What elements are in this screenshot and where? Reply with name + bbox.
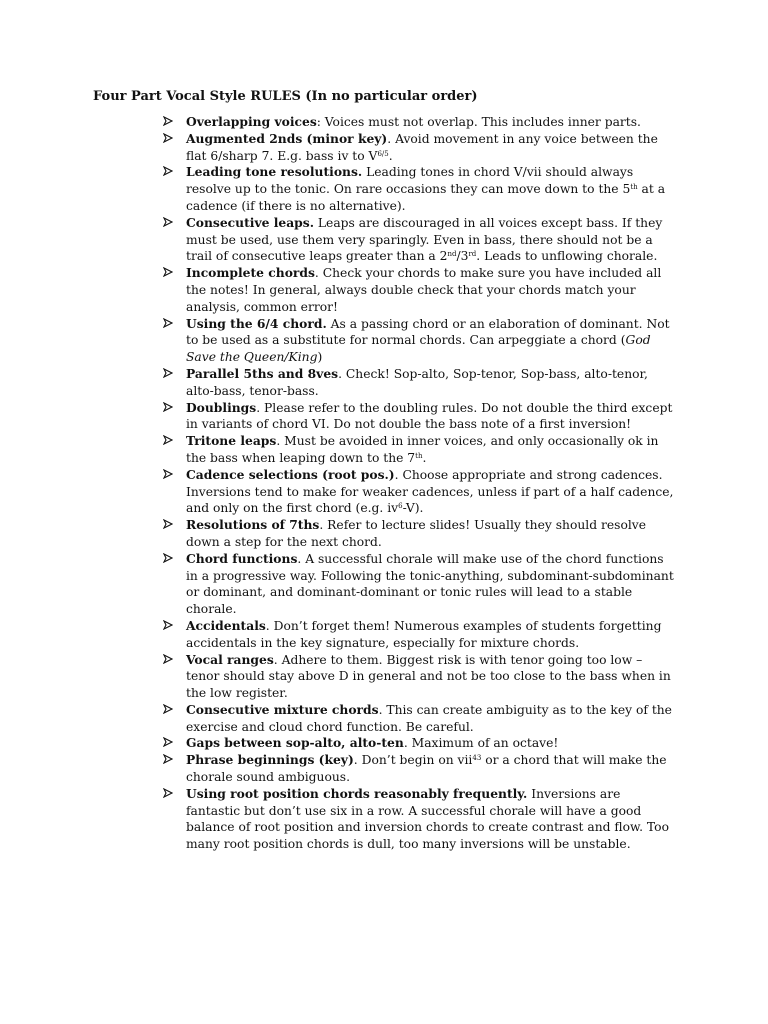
rule-item	[163, 114, 675, 131]
rule-item	[163, 618, 675, 652]
arrow-bullet-icon	[163, 551, 179, 568]
superscript: 6	[398, 502, 403, 511]
arrow-bullet-icon	[163, 786, 179, 803]
superscript: 6/5	[377, 149, 389, 158]
rule-text: Leading tones in chord V/vii should always resolve up to the tonic. On rare occasions they can move down to the 5	[186, 165, 634, 197]
document-title: Four Part Vocal Style RULES (In no particular order)	[93, 89, 478, 104]
rule-text: . Must be avoided in inner voices, and only occasionally ok in the bass when leaping down to the 7	[186, 434, 659, 465]
arrow-bullet-icon	[163, 215, 179, 232]
rule-text: . Please refer to the doubling rules. Do not double the third except in variants of chord VI. Do not double the bass note of a first inversion!	[186, 400, 673, 432]
rule-item	[163, 433, 675, 467]
arrow-bullet-icon	[163, 114, 179, 131]
rule-heading: Tritone leaps	[186, 433, 277, 449]
arrow-bullet-icon	[163, 735, 179, 752]
rule-text: )	[317, 350, 323, 365]
arrow-bullet-icon	[163, 131, 179, 148]
rule-text: . Avoid movement in any voice between the flat 6/sharp 7. E.g. bass iv to V	[186, 131, 658, 163]
rule-text: or a chord that will make the chorale sound ambiguous.	[186, 753, 667, 785]
rule-text: : Voices must not overlap. This includes inner parts.	[316, 115, 641, 129]
rule-heading: Consecutive mixture chords	[186, 701, 379, 717]
rule-item	[163, 366, 675, 400]
rule-text: -V).	[402, 501, 424, 516]
rule-text: . Don’t forget them! Numerous examples of students forgetting accidentals in the key signature, especially for mixture chords.	[186, 618, 662, 650]
rule-text: . This can create ambiguity as to the key of the exercise and cloud chord function. Be careful.	[186, 702, 672, 734]
arrow-bullet-icon	[163, 433, 179, 450]
arrow-bullet-icon	[163, 400, 179, 417]
rule-item	[163, 164, 675, 214]
rule-item	[163, 215, 675, 265]
rule-item	[163, 702, 675, 736]
rule-text: at a cadence (if there is no alternative).	[186, 182, 666, 213]
rule-text: . Leads to unflowing chorale.	[476, 249, 658, 264]
rule-heading: Accidentals	[186, 617, 266, 633]
rule-text: God Save the Queen/King	[186, 333, 651, 365]
rule-text: /3	[456, 249, 469, 264]
rule-item	[163, 265, 675, 315]
rule-text: As a passing chord or an elaboration of dominant. Not to be used as a substitute for normal chords. Can arpeggiate a chord (	[186, 316, 670, 348]
rule-text: .	[388, 148, 393, 163]
rule-text: . Maximum of an octave!	[403, 736, 559, 751]
rule-heading: Augmented 2nds (minor key)	[186, 130, 388, 146]
rule-heading: Doublings	[186, 399, 257, 415]
rule-text: . Don’t begin on vii	[353, 753, 473, 768]
rule-text: . Adhere to them. Biggest risk is with tenor going too low – tenor should stay above D in general and not be too close to the bass when in the low register.	[186, 652, 671, 701]
rule-text: .	[422, 450, 427, 465]
rule-heading: Cadence selections (root pos.)	[186, 466, 395, 482]
superscript: nd	[447, 250, 457, 259]
rule-text: . Check! Sop-alto, Sop-tenor, Sop-bass, alto-tenor, alto-bass, tenor-bass.	[186, 366, 648, 398]
arrow-bullet-icon	[163, 467, 179, 484]
rule-heading: Using the 6/4 chord.	[186, 315, 327, 331]
rule-heading: Incomplete chords	[186, 265, 315, 281]
rule-text: . Refer to lecture slides! Usually they should resolve down a step for the next chord.	[186, 518, 647, 549]
rule-text: . Check your chords to make sure you have included all the notes! In general, always double check that your chords match your analysis, common error!	[186, 266, 662, 314]
rules-list	[163, 114, 675, 853]
rule-heading: Resolutions of 7ths	[186, 517, 320, 533]
rule-item	[163, 316, 675, 366]
rule-heading: Using root position chords reasonably frequently.	[186, 785, 528, 801]
rule-item	[163, 517, 675, 551]
arrow-bullet-icon	[163, 702, 179, 719]
rule-text: . Choose appropriate and strong cadences. Inversions tend to make for weaker cadences, unless if part of a half cadence, and only on the first chord (e.g. iv	[186, 467, 674, 516]
rule-heading: Leading tone resolutions.	[186, 164, 363, 180]
rule-heading: Parallel 5ths and 8ves	[186, 365, 339, 381]
superscript: th	[630, 183, 638, 192]
rule-item	[163, 551, 675, 618]
superscript: th	[415, 451, 423, 460]
arrow-bullet-icon	[163, 618, 179, 635]
rule-heading: Chord functions	[186, 550, 298, 566]
arrow-bullet-icon	[163, 366, 179, 383]
rule-heading: Vocal ranges	[186, 651, 274, 667]
superscript: rd	[468, 250, 477, 259]
rule-item	[163, 752, 675, 786]
rule-text: Leaps are discouraged in all voices except bass. If they must be used, use them very sparingly. Even in bass, there should not be a trail of consecutive leaps greater than a 2	[186, 215, 663, 264]
rule-item	[163, 735, 675, 752]
arrow-bullet-icon	[163, 164, 179, 181]
rule-heading: Gaps between sop-alto, alto-ten	[186, 735, 404, 751]
arrow-bullet-icon	[163, 316, 179, 333]
rule-heading: Overlapping voices	[186, 114, 317, 129]
rule-text: . A successful chorale will make use of the chord functions in a progressive way. Following the tonic-anything, subdominant-subdominant or dominant, and dominant-dominant or tonic rules will lead to a stable chorale.	[186, 551, 674, 617]
arrow-bullet-icon	[163, 752, 179, 769]
arrow-bullet-icon	[163, 517, 179, 534]
rule-item	[163, 131, 675, 165]
superscript: 43	[472, 754, 482, 763]
rule-item	[163, 467, 675, 517]
arrow-bullet-icon	[163, 265, 179, 282]
rule-text: Inversions are fantastic but don’t use six in a row. A successful chorale will have a good balance of root position and inversion chords to create contrast and flow. Too many root position chords is dull, too many inversions will be unstable.	[186, 786, 669, 852]
rule-heading: Phrase beginnings (key)	[186, 752, 354, 768]
arrow-bullet-icon	[163, 652, 179, 669]
rule-item	[163, 652, 675, 702]
rule-item	[163, 786, 675, 853]
rule-item	[163, 400, 675, 434]
rule-heading: Consecutive leaps.	[186, 214, 314, 230]
